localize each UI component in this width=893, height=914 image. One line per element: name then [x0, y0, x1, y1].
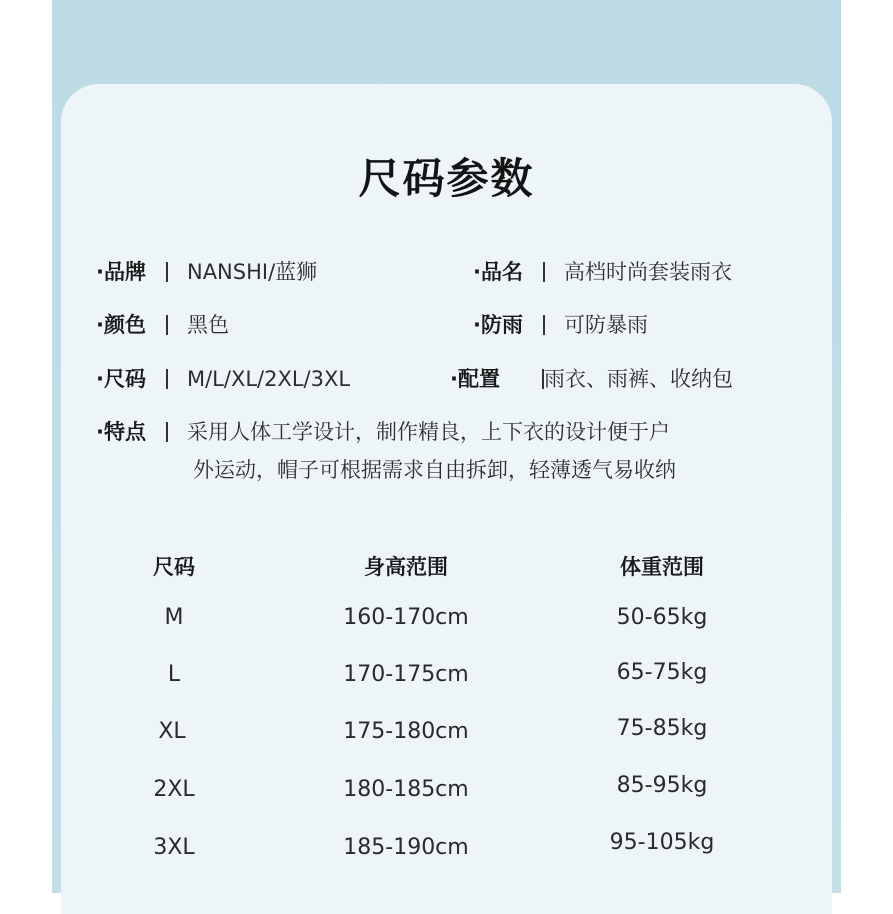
table-cell-size: 2XL: [153, 777, 195, 802]
table-cell-height: 175-180cm: [343, 719, 469, 744]
spec-features-line2: [193, 454, 676, 484]
spec-value: M/L/XL/2XL/3XL: [186, 367, 351, 391]
table-cell-weight: 50-65kg: [616, 605, 708, 630]
spec-label: 防雨: [480, 313, 523, 337]
table-cell-height: 180-185cm: [343, 777, 469, 802]
table-header-size: 尺码: [153, 555, 195, 579]
spec-label: 品名: [480, 260, 523, 284]
table-cell-weight: 85-95kg: [616, 773, 708, 798]
spec-value: NANSHI/蓝狮: [186, 260, 318, 284]
spec-label: 尺码: [103, 367, 146, 391]
table-header-weight: 体重范围: [620, 555, 704, 579]
table-cell-size: L: [167, 662, 181, 687]
spec-label: 颜色: [103, 313, 146, 337]
spec-label: 配置: [457, 367, 500, 391]
spec-value: 采用人体工学设计，制作精良，上下衣的设计便于户: [186, 420, 670, 444]
separator: [166, 262, 168, 282]
spec-value: 外运动，帽子可根据需求自由拆卸，轻薄透气易收纳: [193, 458, 676, 482]
table-cell-weight: 65-75kg: [616, 660, 708, 685]
spec-rainproof: ·防雨 可防暴雨: [473, 313, 648, 337]
spec-label: 特点: [103, 420, 146, 444]
table-cell-height: 170-175cm: [343, 662, 469, 687]
spec-value: 可防暴雨: [563, 313, 648, 337]
separator: [543, 315, 545, 335]
spec-size: ·尺码 M/L/XL/2XL/3XL: [96, 367, 351, 391]
spec-features: ·特点 采用人体工学设计，制作精良，上下衣的设计便于户: [96, 420, 670, 444]
table-cell-weight: 75-85kg: [616, 716, 708, 741]
page-title: 尺码参数: [358, 154, 535, 203]
separator: [166, 315, 168, 335]
table-cell-height: 160-170cm: [343, 605, 469, 630]
spec-value: 雨衣、雨裤、收纳包: [543, 367, 733, 391]
spec-value: 黑色: [186, 313, 229, 337]
table-cell-weight: 95-105kg: [609, 830, 715, 855]
table-header-height: 身高范围: [364, 555, 448, 579]
table-cell-size: XL: [158, 719, 186, 744]
spec-contents: ·配置 雨衣、雨裤、收纳包: [450, 367, 733, 391]
table-cell-size: 3XL: [153, 835, 195, 860]
spec-label: 品牌: [103, 260, 146, 284]
separator: [166, 422, 168, 442]
spec-brand: ·品牌 NANSHI/蓝狮: [96, 260, 318, 284]
spec-color: ·颜色 黑色: [96, 313, 229, 337]
separator: [166, 369, 168, 389]
table-cell-size: M: [164, 605, 184, 630]
spec-product-name: ·品名 高档时尚套装雨衣: [473, 260, 732, 284]
separator: [543, 262, 545, 282]
table-cell-height: 185-190cm: [343, 835, 469, 860]
spec-value: 高档时尚套装雨衣: [563, 260, 732, 284]
